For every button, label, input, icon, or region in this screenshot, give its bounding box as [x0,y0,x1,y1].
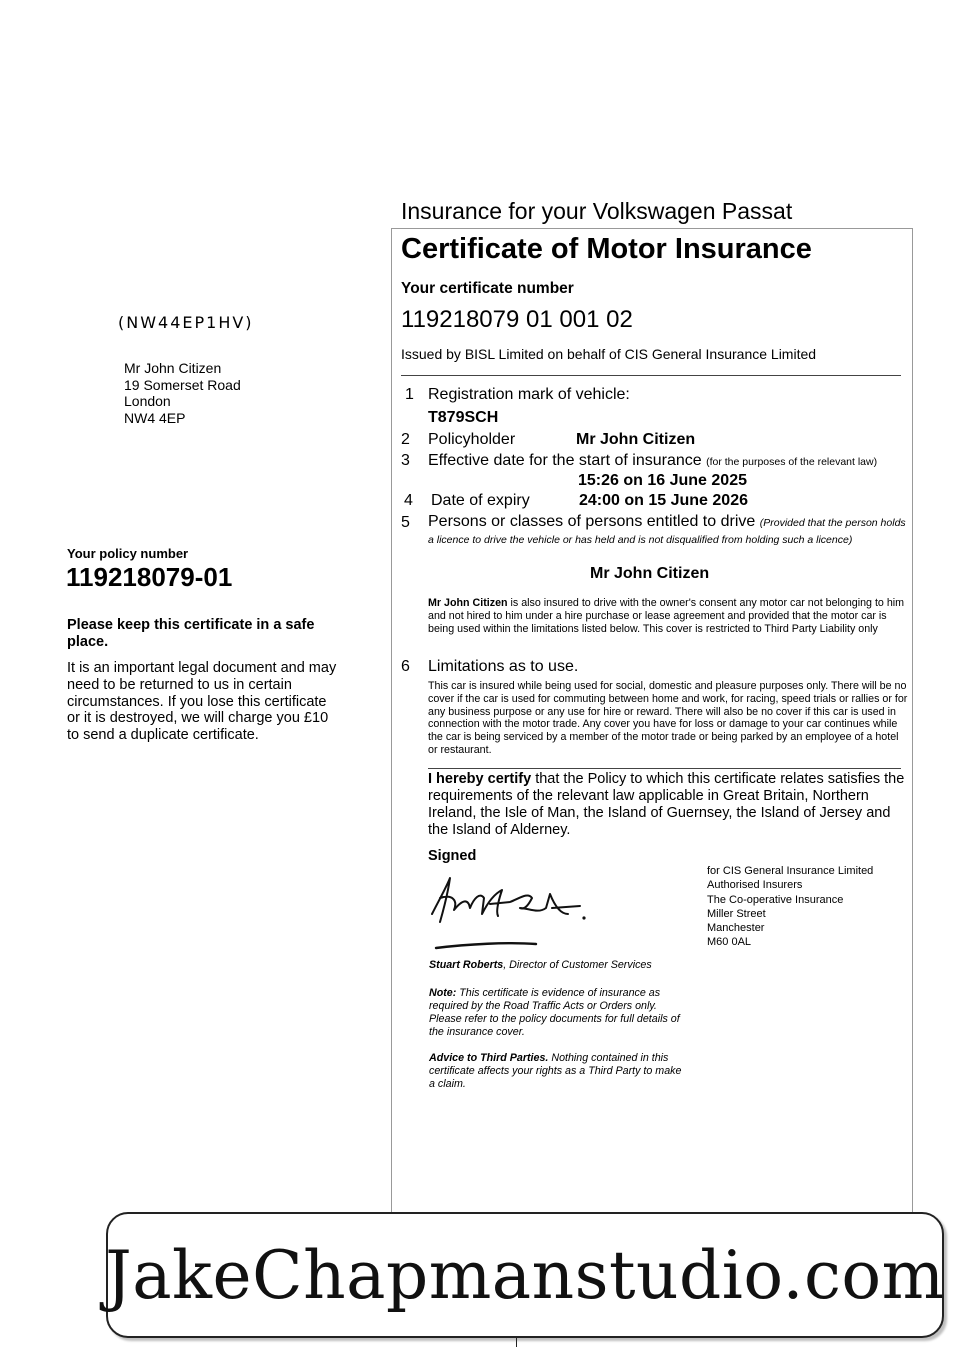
drivers-label [428,514,906,548]
signed-label: Signed [428,848,477,864]
third-party-advice [429,1052,687,1091]
limitations-label: Limitations as to use. [428,658,579,675]
divider [401,375,901,376]
watermark-text: JakeChapmanstudio.com [105,1236,945,1314]
address-line: 19 Somerset Road [124,376,241,393]
policy-number: 119218079-01 [66,562,233,592]
signer-role: , Director of Customer Services [503,959,652,971]
mailing-reference: (NW44EP1HV) [118,313,254,332]
insurer-line: Authorised Insurers [707,879,803,892]
divider [428,768,901,769]
effective-date-value: 15:26 on 16 June 2025 [578,472,747,489]
address-line: London [124,393,171,409]
certification [428,771,908,839]
registration-value: T879SCH [428,409,499,426]
effective-date-note: (for the purposes of the relevant law) [706,456,878,468]
drivers-extension-name: Mr John Citizen [428,597,508,609]
policyholder-value: Mr John Citizen [576,431,696,448]
watermark-banner [106,1212,944,1338]
expiry-value: 24:00 on 15 June 2026 [579,492,748,509]
expiry-label: Date of expiry [431,492,530,509]
item-number: 4 [404,492,413,509]
effective-date-label-text: Effective date for the start of insurance [428,452,702,469]
certificate-number: 119218079 01 001 02 [401,306,633,333]
item-number: 2 [401,431,410,448]
advice-bold: Advice to Third Parties. [429,1052,549,1064]
drivers-note: (Provided that the person holds a licence to drive the vehicle or has held and is not disqualified from holding such a licence) [428,517,906,546]
insurer-details [707,864,873,950]
insurer-line: The Co-operative Insurance [707,893,844,906]
insurer-line: for CIS General Insurance Limited [707,865,874,877]
certify-text: that the Policy to which this certificate relates satisfies the requirements of the relevant law applicable in Great Britain, Northern Ireland, the Isle of Man, the Island of Guernsey, the Island of Jersey and the Island of Alderney. [428,771,905,838]
page-tick-mark [516,1336,517,1347]
note-bold: Note: [429,987,457,999]
drivers-extension [428,597,912,635]
note-text: This certificate is evidence of insurance as required by the Road Traffic Acts or Orders only. Please refer to the policy documents for full details of the insurance cover. [429,987,680,1038]
legal-notice: It is an important legal document and may need to be returned to us in certain circumstances. If you lose this certificate or it is destroyed, we will charge you £10 to send a duplicate certificate. [67,660,337,744]
signatory [429,959,652,971]
policy-number-label: Your policy number [67,546,189,561]
item-number: 6 [401,658,410,675]
item-number: 1 [405,386,414,403]
advice-text: Nothing contained in this certificate affects your rights as a Third Party to make a claim. [429,1052,682,1090]
keep-safe-notice: Please keep this certificate in a safe place. [67,617,315,650]
certificate-number-label: Your certificate number [401,280,574,297]
insurer-line: Miller Street [707,907,766,920]
mailing-address [124,360,241,426]
registration-label: Registration mark of vehicle: [428,386,630,403]
policyholder-label: Policyholder [428,431,516,448]
drivers-value: Mr John Citizen [590,565,710,582]
certify-bold: I hereby certify [428,771,532,787]
item-number: 3 [401,452,410,469]
insurer-line: Manchester [707,922,765,935]
drivers-label-text: Persons or classes of persons entitled to drive [428,513,756,530]
effective-date-label [428,452,877,470]
insurer-line: M60 0AL [707,936,752,949]
certificate-title: Certificate of Motor Insurance [401,233,812,265]
signature-image [428,868,598,963]
issued-by: Issued by BISL Limited on behalf of CIS General Insurance Limited [401,346,817,362]
item-number: 5 [401,514,410,531]
address-line: Mr John Citizen [124,360,222,376]
certificate-note [429,987,687,1039]
address-line: NW4 4EP [124,409,186,426]
insurance-heading: Insurance for your Volkswagen Passat [401,198,793,224]
drivers-extension-text: is also insured to drive with the owner's consent any motor car not belonging to him and not hired to him under a hire purchase or lease agreement and provided that the motor car is being used within the limitations listed below. This cover is restricted to Third Party Liability only [428,597,905,635]
limitations-text: This car is insured while being used for social, domestic and pleasure purposes only. There will be no cover if the car is used for commuting between home and work, for racing, speed trials or rallies or for any business purpose or any use for hire or reward. There will also be no cover if this car is used in connection with the motor trade. Any cover you have for loss or damage to your car continues while the car is being serviced by a member of the motor trade or being parked by an employee of a hotel or restaurant. [428,680,908,756]
signer-name: Stuart Roberts [429,959,504,971]
